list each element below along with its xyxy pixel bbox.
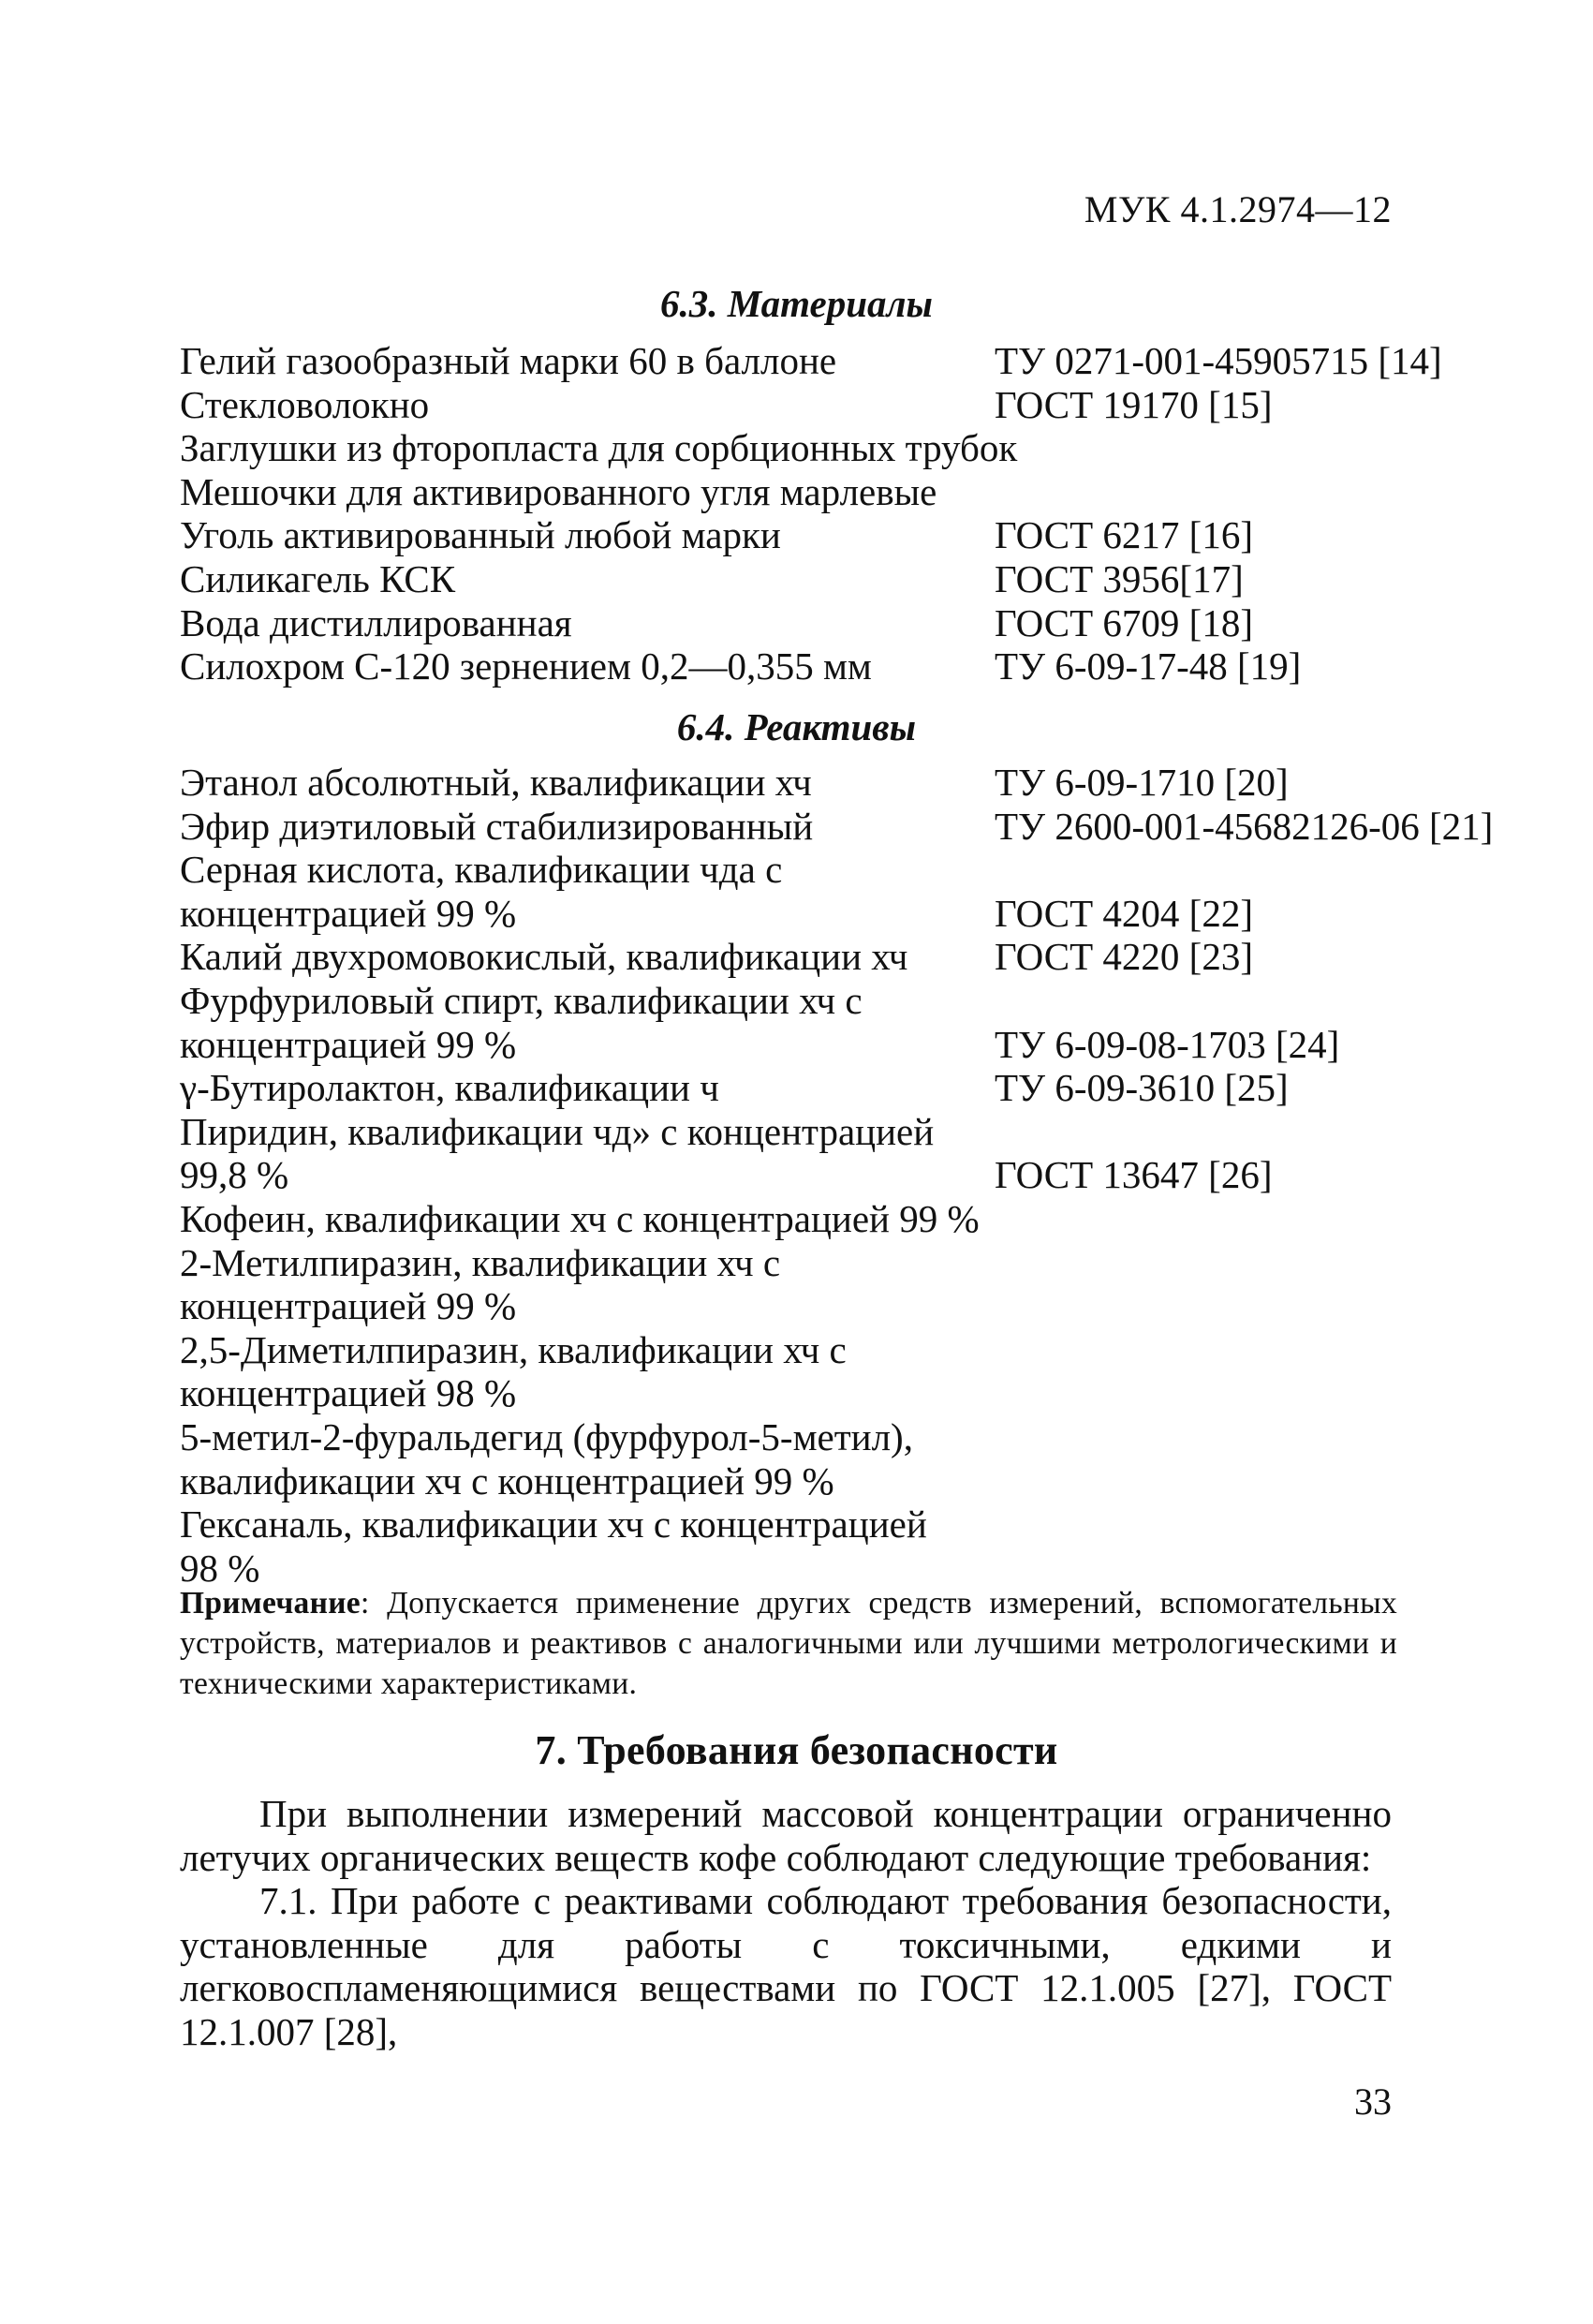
- item-ref: ТУ 6-09-3610 [25]: [995, 1066, 1289, 1110]
- item-name: 99,8 %: [180, 1153, 289, 1197]
- item-ref: ГОСТ 6217 [16]: [995, 513, 1253, 557]
- list-item: [180, 426, 1472, 470]
- item-name: Калий двухромовокислый, квалификации хч: [180, 935, 908, 979]
- item-name: Силикагель КСК: [180, 556, 456, 600]
- item-ref: ТУ 6-09-17-48 [19]: [995, 644, 1302, 688]
- section-7-intro: При выполнении измерений массовой концентрации ограниченно летучих органических веществ кофе соблюдают следующие требования:: [180, 1792, 1392, 1879]
- item-name: 2-Метилпиразин, квалификации хч с: [180, 1240, 781, 1284]
- list-item: [180, 1371, 1472, 1415]
- list-item: [180, 644, 1472, 688]
- item-ref: ТУ 0271-001-45905715 [14]: [995, 339, 1442, 382]
- list-item: [180, 513, 1472, 557]
- item-name: Серная кислота, квалификации чда с: [180, 848, 783, 892]
- list-item: [180, 1502, 1472, 1547]
- list-item: [180, 979, 1472, 1023]
- item-name: 2,5-Диметилпиразин, квалификации хч с: [180, 1327, 847, 1371]
- item-ref: ТУ 6-09-08-1703 [24]: [995, 1022, 1340, 1066]
- list-item: [180, 848, 1472, 892]
- list-item: [180, 761, 1472, 805]
- list-item: [180, 383, 1472, 427]
- section-7-heading: 7. Требования безопасности: [535, 1727, 1058, 1773]
- item-name: квалификации хч с концентрацией 99 %: [180, 1458, 834, 1502]
- item-name: Гелий газообразный марки 60 в баллоне: [180, 339, 837, 382]
- section-7-1-paragraph: 7.1. При работе с реактивами соблюдают требования безопасности, установленные для работы с токсичными, едкими и легковоспламеняющимися веществами по ГОСТ 12.1.005 [27], ГОСТ 12.1.007 [28],: [180, 1879, 1392, 2053]
- item-name: Пиридин, квалификации чд» с концентрацией: [180, 1109, 935, 1153]
- item-name: концентрацией 98 %: [180, 1371, 517, 1415]
- list-item: [180, 1459, 1472, 1503]
- item-name: Эфир диэтиловый стабилизированный: [180, 804, 814, 848]
- item-name: γ-Бутиролактон, квалификации ч: [180, 1066, 719, 1110]
- item-name: концентрацией 99 %: [180, 891, 517, 935]
- list-item: [180, 470, 1472, 514]
- list-item: [180, 1023, 1472, 1067]
- item-name: Мешочки для активированного угля марлевые: [180, 469, 937, 513]
- list-item: [180, 1328, 1472, 1372]
- note-label: Примечание: [180, 1586, 361, 1621]
- list-item: [180, 1110, 1472, 1154]
- note-paragraph: [180, 1583, 1397, 1704]
- item-name: 98 %: [180, 1546, 260, 1590]
- item-ref: ГОСТ 3956[17]: [995, 556, 1244, 600]
- item-ref: ГОСТ 6709 [18]: [995, 600, 1253, 644]
- item-name: 5-метил-2-фуральдегид (фурфурол-5-метил),: [180, 1414, 913, 1458]
- page-number: 33: [1354, 2080, 1392, 2123]
- item-name: Уголь активированный любой марки: [180, 513, 781, 557]
- item-name: концентрацией 99 %: [180, 1022, 517, 1066]
- item-name: Гексаналь, квалификации хч с концентрацией: [180, 1502, 927, 1547]
- list-item: [180, 892, 1472, 936]
- item-name: Заглушки из фторопласта для сорбционных трубок: [180, 426, 1018, 470]
- item-ref: ТУ 6-09-1710 [20]: [995, 761, 1289, 804]
- list-item: [180, 935, 1472, 979]
- list-item: [180, 1415, 1472, 1459]
- list-item: [180, 1241, 1472, 1285]
- list-item: [180, 557, 1472, 601]
- reagents-heading: 6.4. Реактивы: [676, 705, 917, 748]
- item-ref: ГОСТ 4204 [22]: [995, 891, 1253, 935]
- item-ref: ГОСТ 13647 [26]: [995, 1153, 1273, 1197]
- list-item: [180, 601, 1472, 645]
- item-name: Этанол абсолютный, квалификации хч: [180, 761, 812, 804]
- list-item: [180, 339, 1472, 383]
- list-item: [180, 1284, 1472, 1328]
- list-item: [180, 804, 1494, 849]
- item-name: концентрацией 99 %: [180, 1284, 517, 1328]
- item-name: Фурфуриловый спирт, квалификации хч с: [180, 978, 863, 1022]
- list-item: [180, 1197, 1472, 1241]
- note-text: : Допускается применение других средств измерений, вспомогательных устройств, материалов и реактивов с аналогичными или лучшими метрологическими и техническими характеристиками.: [180, 1586, 1397, 1701]
- document-id: МУК 4.1.2974—12: [1084, 188, 1392, 230]
- materials-list: [180, 339, 1472, 688]
- item-name: Вода дистиллированная: [180, 600, 572, 644]
- item-name: Кофеин, квалификации хч с концентрацией 99 %: [180, 1196, 980, 1240]
- item-ref: ГОСТ 4220 [23]: [995, 935, 1253, 979]
- item-ref: ГОСТ 19170 [15]: [995, 382, 1273, 426]
- item-name: Стекловолокно: [180, 382, 430, 426]
- materials-heading: 6.3. Материалы: [660, 282, 933, 325]
- item-name: Силохром С-120 зернением 0,2—0,355 мм: [180, 644, 872, 688]
- reagents-list: [180, 761, 1494, 1590]
- list-item: [180, 1153, 1472, 1197]
- list-item: [180, 1066, 1472, 1110]
- item-ref: ТУ 2600-001-45682126-06 [21]: [995, 804, 1494, 848]
